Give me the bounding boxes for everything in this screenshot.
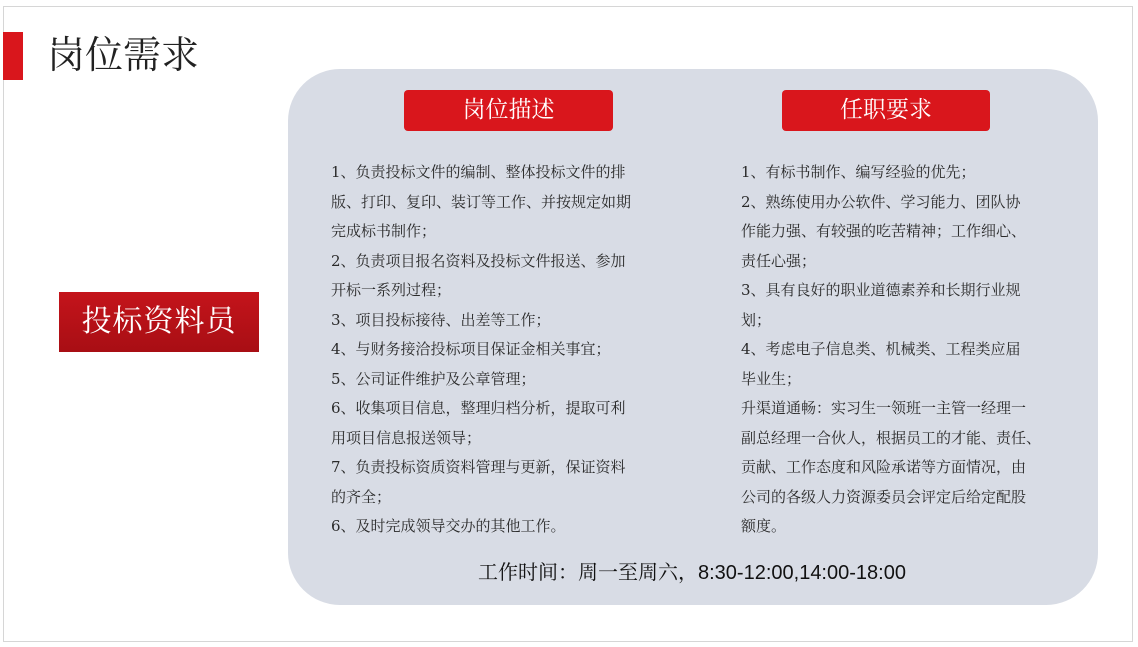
work-time: 工作时间：周一至周六，8:30-12:00,14:00-18:00 — [478, 562, 906, 584]
requirement-line: 公司的各级人力资源委员会评定后给定配股 — [741, 487, 1027, 506]
requirement-line: 2、熟练使用办公软件、学习能力、团队协 — [741, 192, 1021, 211]
description-line: 4、与财务接洽投标项目保证金相关事宜； — [331, 340, 611, 358]
title-accent-bar — [3, 32, 23, 80]
page-title: 岗位需求 — [47, 33, 200, 77]
job-requirements-heading: 任职要求 — [782, 90, 990, 131]
requirement-line: 贡献、工作态度和风险承诺等方面情况，由 — [741, 458, 1027, 476]
requirement-line: 升渠道通畅：实习生一领班一主管一经理一 — [741, 399, 1027, 417]
requirement-line: 作能力强、有较强的吃苦精神；工作细心、 — [741, 222, 1027, 240]
requirement-line: 副总经理一合伙人，根据员工的才能、责任、 — [741, 428, 1042, 447]
requirement-line: 1、有标书制作、编写经验的优先； — [741, 163, 976, 181]
requirement-line: 责任心强； — [741, 251, 817, 270]
description-line: 3、项目投标接待、出差等工作； — [331, 310, 551, 329]
description-line: 6、收集项目信息，整理归档分析，提取可利 — [331, 399, 626, 417]
description-line: 7、负责投标资质资料管理与更新，保证资料 — [331, 458, 626, 476]
requirement-line: 4、考虑电子信息类、机械类、工程类应届 — [741, 340, 1021, 358]
requirement-line: 划； — [741, 310, 772, 329]
requirement-line: 3、具有良好的职业道德素养和长期行业规 — [741, 281, 1021, 299]
description-line: 开标一系列过程； — [331, 281, 452, 299]
job-requirements-list — [741, 158, 1076, 542]
description-line: 版、打印、复印、装订等工作、并按规定如期 — [331, 192, 632, 211]
description-line: 6、及时完成领导交办的其他工作。 — [331, 517, 566, 535]
description-line: 2、负责项目报名资料及投标文件报送、参加 — [331, 251, 626, 270]
job-description-list — [331, 158, 671, 542]
description-line: 5、公司证件维护及公章管理； — [331, 369, 536, 388]
job-description-heading: 岗位描述 — [404, 90, 613, 131]
description-line: 用项目信息报送领导； — [331, 428, 482, 447]
requirement-line: 毕业生； — [741, 369, 802, 388]
requirement-line: 额度。 — [741, 517, 787, 535]
role-label: 投标资料员 — [59, 292, 259, 352]
description-line: 完成标书制作； — [331, 222, 437, 240]
description-line: 的齐全； — [331, 487, 392, 506]
description-line: 1、负责投标文件的编制、整体投标文件的排 — [331, 163, 626, 181]
